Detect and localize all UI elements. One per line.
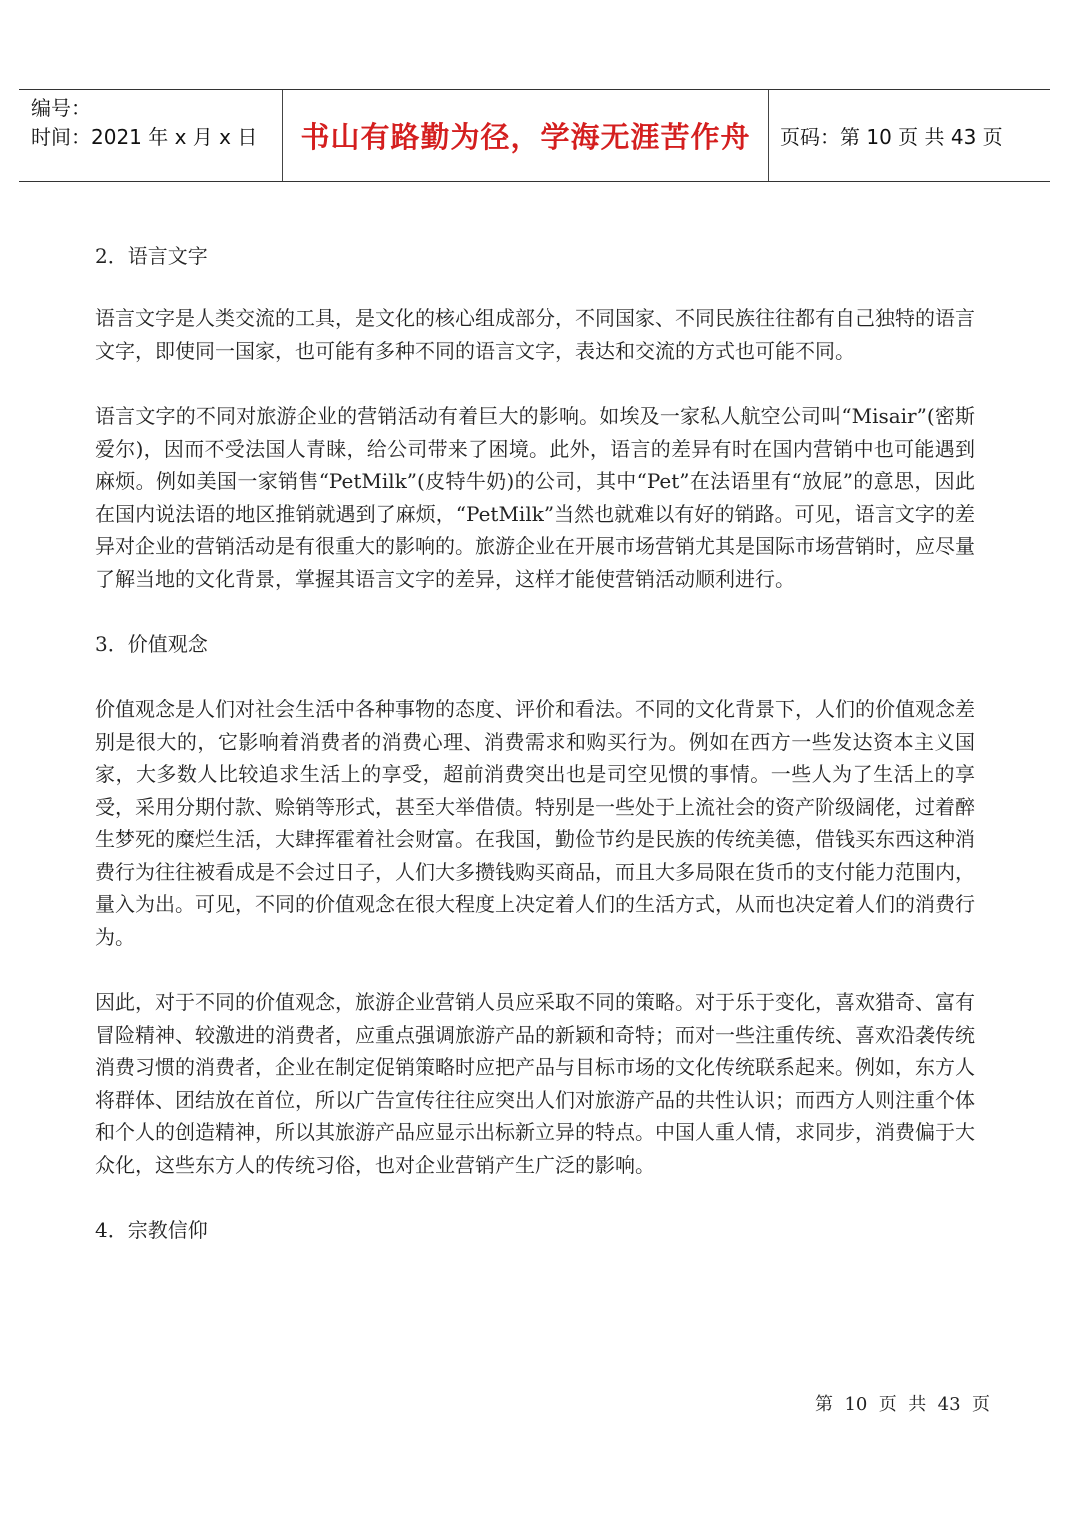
section-heading-religion: 4．宗教信仰 xyxy=(95,1218,208,1242)
paragraph-values-2: 因此，对于不同的价值观念，旅游企业营销人员应采取不同的策略。对于乐于变化，喜欢猎奇、富有冒险精神、较激进的消费者，应重点强调旅游产品的新颖和奇特；而对一些注重传统、喜欢沿袭传统消费习惯的消费者，企业在制定促销策略时应把产品与目标市场的文化传统联系起来。例如，东方人将群体、团结放在首位，所以广告宣传往往应突出人们对旅游产品的共性认识；而西方人则注重个体和个人的创造精神，所以其旅游产品应显示出标新立异的特点。中国人重人情，求同步，消费偏于大众化，这些东方人的传统习俗，也对企业营销产生广泛的影响。 xyxy=(95,990,975,1177)
page-footer xyxy=(815,1390,990,1416)
page-info-text: 页码：第 10 页 共 43 页 xyxy=(780,125,1003,149)
section-heading-language: 2．语言文字 xyxy=(95,244,208,268)
document-body xyxy=(95,240,975,1246)
motto-text: 书山有路勤为径，学海无涯苦作舟 xyxy=(300,120,751,154)
section-heading-values: 3．价值观念 xyxy=(95,632,208,656)
number-label: 编号： xyxy=(31,96,91,120)
paragraph-language-1: 语言文字是人类交流的工具，是文化的核心组成部分，不同国家、不同民族往往都有自己独特的语言文字，即使同一国家，也可能有多种不同的语言文字，表达和交流的方式也可能不同。 xyxy=(95,306,975,363)
paragraph-language-2: 语言文字的不同对旅游企业的营销活动有着巨大的影响。如埃及一家私人航空公司叫“Misair”(密斯爱尔)，因而不受法国人青睐，给公司带来了困境。此外，语言的差异有时在国内营销中也可能遇到麻烦。例如美国一家销售“PetMilk”(皮特牛奶)的公司，其中“Pet”在法语里有“放屁”的意思，因此在国内说法语的地区推销就遇到了麻烦，“PetMilk”当然也就难以有好的销路。可见，语言文字的差异对企业的营销活动是有很重大的影响的。旅游企业在开展市场营销尤其是国际市场营销时，应尽量了解当地的文化背景，掌握其语言文字的差异，这样才能使营销活动顺利进行。 xyxy=(95,404,975,591)
paragraph-values-1: 价值观念是人们对社会生活中各种事物的态度、评价和看法。不同的文化背景下，人们的价值观念差别是很大的，它影响着消费者的消费心理、消费需求和购买行为。例如在西方一些发达资本主义国家，大多数人比较追求生活上的享受，超前消费突出也是司空见惯的事情。一些人为了生活上的享受，采用分期付款、赊销等形式，甚至大举借债。特别是一些处于上流社会的资产阶级阔佬，过着醉生梦死的糜烂生活，大肆挥霍着社会财富。在我国，勤俭节约是民族的传统美德，借钱买东西这种消费行为往往被看成是不会过日子，人们大多攒钱购买商品，而且大多局限在货币的支付能力范围内，量入为出。可见，不同的价值观念在很大程度上决定着人们的生活方式，从而也决定着人们的消费行为。 xyxy=(95,697,975,949)
document-header xyxy=(19,89,1050,182)
header-meta xyxy=(19,90,282,181)
time-label: 时间：2021 年 x 月 x 日 xyxy=(31,125,258,149)
header-page-info xyxy=(769,90,1050,181)
header-motto-cell xyxy=(282,90,769,181)
footer-page-text: 第 10 页 共 43 页 xyxy=(815,1394,991,1415)
